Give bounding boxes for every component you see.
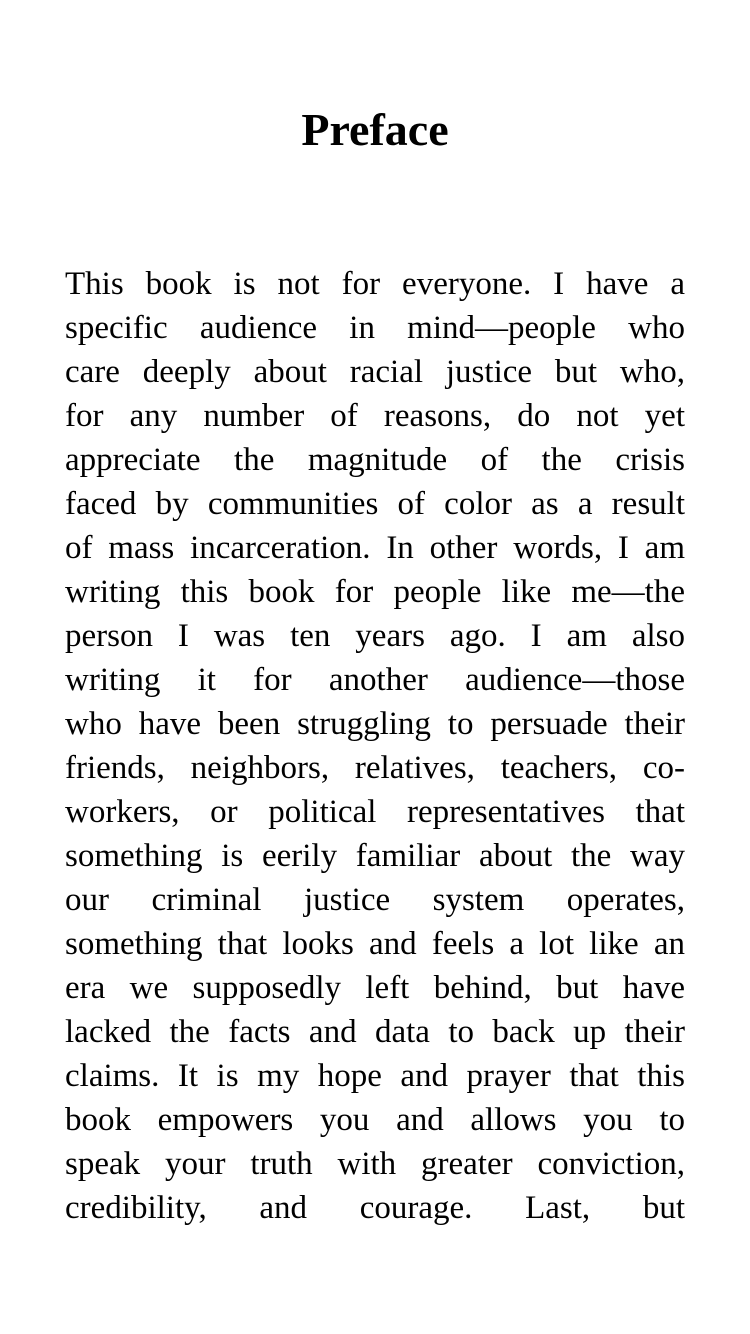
text-line: claims. It is my hope and prayer that this <box>65 1058 685 1094</box>
text-line: our criminal justice system operates, <box>65 882 685 918</box>
text-line: era we supposedly left behind, but have <box>65 970 685 1006</box>
text-line: care deeply about racial justice but who, <box>65 354 685 390</box>
text-line: who have been struggling to persuade their <box>65 706 685 742</box>
text-line: credibility, and courage. Last, but <box>65 1190 685 1226</box>
text-line: book empowers you and allows you to <box>65 1102 685 1138</box>
text-line: writing it for another audience—those <box>65 662 685 698</box>
text-line: speak your truth with greater conviction, <box>65 1146 685 1182</box>
text-line: of mass incarceration. In other words, I am <box>65 530 685 566</box>
chapter-title: Preface <box>301 104 449 155</box>
body-text <box>65 262 685 1230</box>
text-line: friends, neighbors, relatives, teachers, co- <box>65 750 685 786</box>
text-line: This book is not for everyone. I have a <box>65 266 685 302</box>
text-line: faced by communities of color as a result <box>65 486 685 522</box>
text-line: writing this book for people like me—the <box>65 574 685 610</box>
text-line: appreciate the magnitude of the crisis <box>65 442 685 478</box>
text-line: specific audience in mind—people who <box>65 310 685 346</box>
text-line: lacked the facts and data to back up their <box>65 1014 685 1050</box>
text-line: workers, or political representatives that <box>65 794 685 830</box>
text-line: for any number of reasons, do not yet <box>65 398 685 434</box>
text-line: something that looks and feels a lot like an <box>65 926 685 962</box>
text-line: something is eerily familiar about the way <box>65 838 685 874</box>
text-line: person I was ten years ago. I am also <box>65 618 685 654</box>
